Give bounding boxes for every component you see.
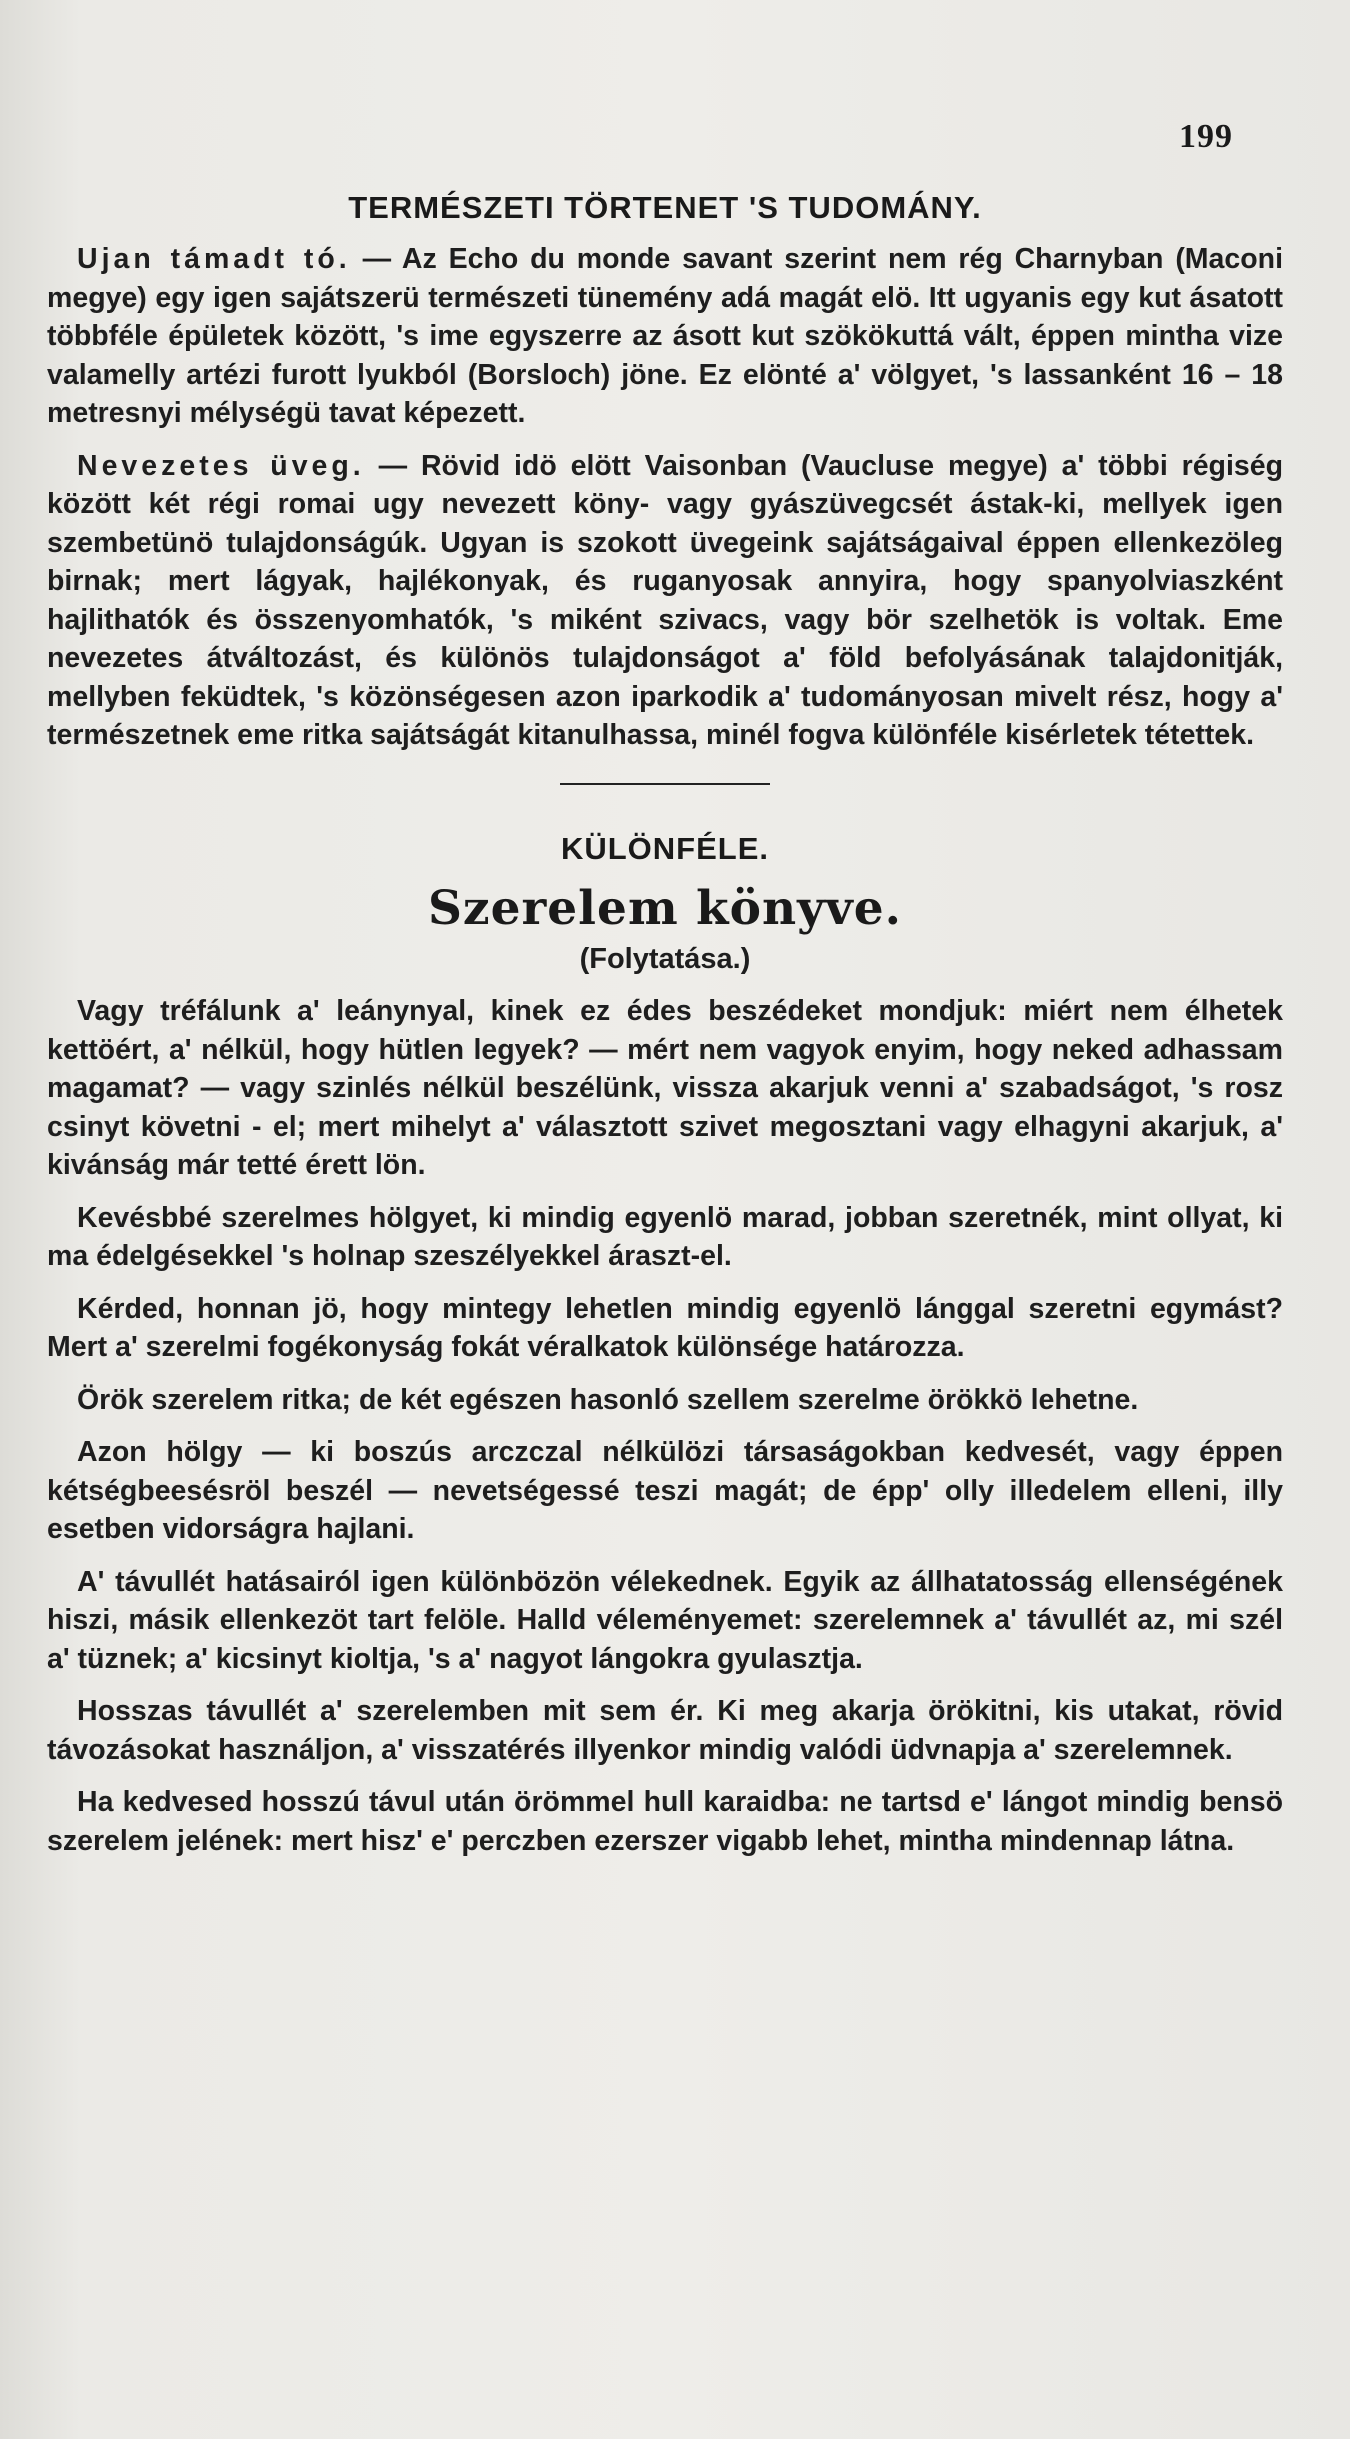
article-paragraph: A' távullét hatásairól igen különbözön vélekednek. Egyik az állhatatosság ellenségének hiszi, másik ellenkezöt tart felöle. Halld véleményemet: szerelemnek a' távullét az, mi szél a' tüznek; a' kicsinyt kioltja, 's a' nagyot lángokra gyulasztja.	[47, 1565, 1283, 1675]
article-paragraph: Azon hölgy — ki boszús arczczal nélkülözi társaságokban kedvesét, vagy éppen kétségbeesésröl beszél — nevetségessé teszi magát; de épp' olly illedelem elleni, illy esetben vidorságra hajlani.	[47, 1436, 1283, 1545]
paragraph-lead: Nevezetes üveg.	[77, 449, 365, 482]
section-title-miscellaneous: KÜLÖNFÉLE.	[560, 830, 770, 866]
text-column	[47, 190, 1283, 1874]
section-divider	[560, 783, 770, 785]
paragraph-text: — Rövid idö elött Vaisonban (Vaucluse megye) a' többi régiség között két régi romai ugy nevezett köny- vagy gyászüvegcsét ástak-ki, mellyek igen szembetünö tulajdonságúk. Ugyan is szokott üvegeink sajátságaival éppen ellenkezöleg birnak; mert lágyak, hajlékonyak, és ruganyosak annyira, hogy spanyolviaszként hajlithatók és összenyomhatók, 's miként szivacs, vagy bör szelhetök is voltak. Eme nevezetes átváltozást, és különös tulajdonságot a' föld befolyásának talajdonitják, mellyben feküdtek, 's közönségesen azon iparkodik a' tudományosan mivelt rész, hogy a' természetnek eme ritka sajátságát kitanulhassa, minél fogva különféle kisérletek tétettek.	[47, 449, 1283, 751]
article-paragraph: Örök szerelem ritka; de két egészen hasonló szellem szerelme örökkö lehetne.	[77, 1383, 1139, 1416]
article-title: Szerelem könyve.	[427, 880, 903, 936]
article-paragraph: Ha kedvesed hosszú távul után örömmel hull karaidba: ne tartsd e' lángot mindig bensö szerelem jelének: mert hisz' e' perczben ezerszer vigabb lehet, mintha mindennap látna.	[47, 1786, 1283, 1857]
article-paragraph: Kevésbbé szerelmes hölgyet, ki mindig egyenlö marad, jobban szeretnék, mint ollyat, ki ma édelgésekkel 's holnap szeszélyekkel áraszt-el.	[47, 1201, 1283, 1272]
paragraph-text: — Az Echo du monde savant szerint nem rég Charnyban (Maconi megye) egy igen sajátszerü természeti tünemény adá magát elö. Itt ugyanis egy kut ásatott többféle épületek között, 's ime egyszerre az ásott kut szökökuttá vált, éppen mintha vize valamelly artézi furott lyukból (Borsloch) jöne. Ez elönté a' völgyet, 's lassanként 16 – 18 metresnyi mélységü tavat képezett.	[47, 243, 1283, 429]
article-paragraph: Kérded, honnan jö, hogy mintegy lehetlen mindig egyenlö lánggal szeretni egymást? Mert a' szerelmi fogékonyság fokát véralkatok különsége határozza.	[47, 1292, 1283, 1363]
article-paragraph: Vagy tréfálunk a' leánynyal, kinek ez édes beszédeket mondjuk: miért nem élhetek kettöért, a' nélkül, hogy hütlen legyek? — mért nem vagyok enyim, hogy neked adhassam magamat? — vagy szinlés nélkül beszélünk, vissza akarjuk venni a' szabadságot, 's rosz csinyt követni - el; mert mihelyt a' választott szivet megosztani vagy elhagyni akarjuk, a' kivánság már tetté érett lön.	[47, 995, 1283, 1181]
paragraph-notable-glass	[47, 447, 1283, 755]
article-paragraph: Hosszas távullét a' szerelemben mit sem ér. Ki meg akarja örökitni, kis utakat, rövid távozásokat használjon, a' visszatérés illyenkor mindig valódi üdvnapja a' szerelemnek.	[47, 1695, 1283, 1766]
page-number: 199	[1179, 118, 1233, 155]
paragraph-lead: Ujan támadt tó.	[77, 243, 351, 275]
paragraph-new-lake	[47, 240, 1283, 433]
section-title-natural-history: TERMÉSZETI TÖRTENET 'S TUDOMÁNY.	[348, 190, 982, 225]
continued-note: (Folytatása.)	[579, 942, 751, 975]
